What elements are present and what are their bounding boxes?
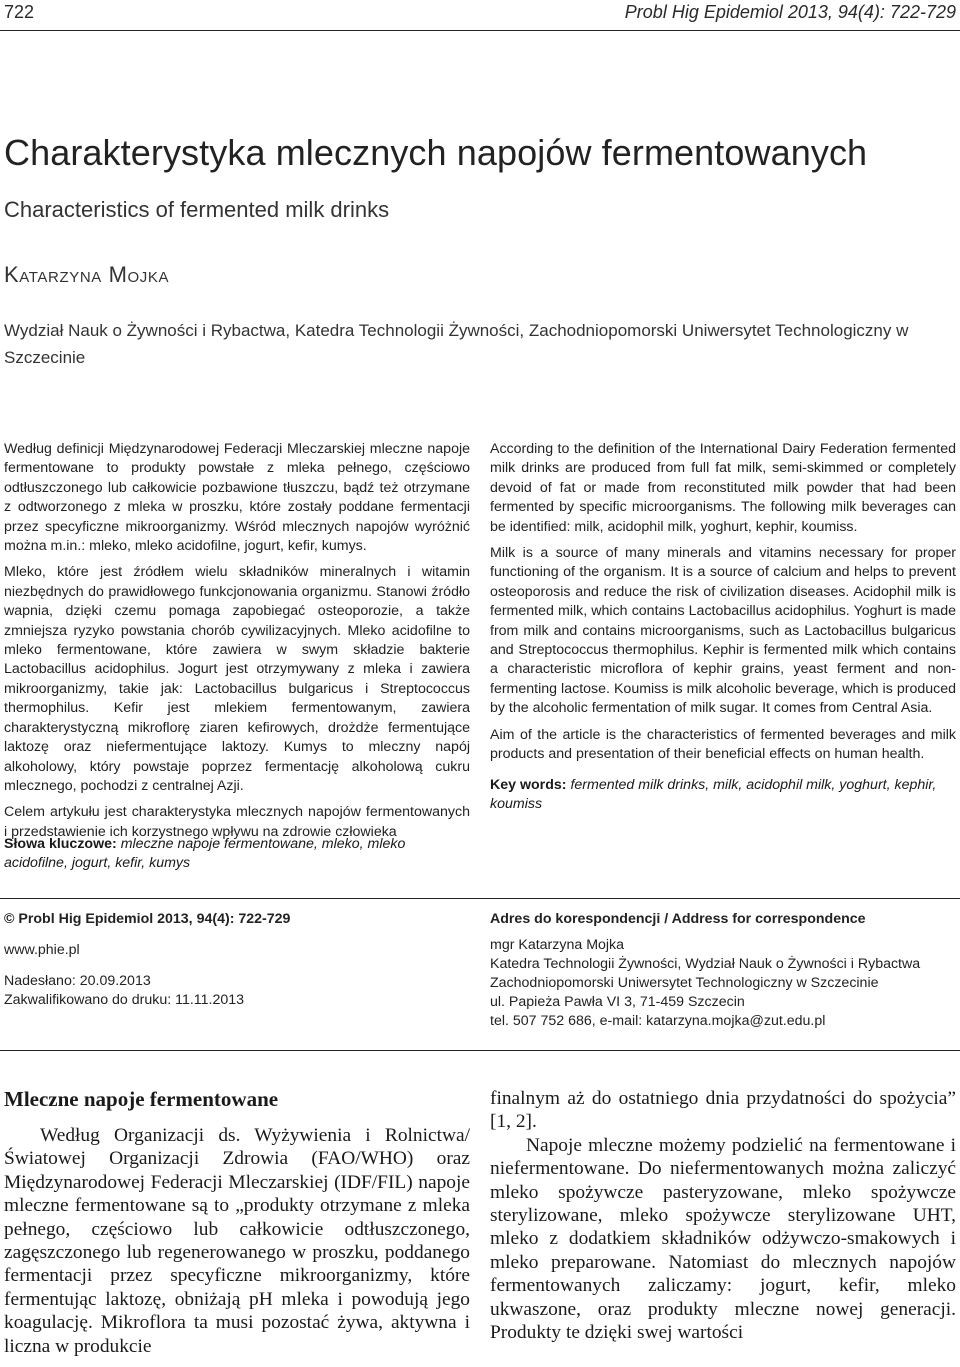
keywords-english-label: Key words:	[490, 777, 567, 793]
abstract-polish	[4, 440, 470, 849]
abstract-english	[490, 440, 956, 772]
article-title: Charakterystyka mlecznych napojów fermentowanych	[4, 132, 868, 173]
author-affiliation: Wydział Nauk o Żywności i Rybactwa, Katedra Technologii Żywności, Zachodniopomorski Uniwersytet Technologiczny w Szczecinie	[4, 321, 909, 367]
website-link[interactable]: www.phie.pl	[4, 942, 80, 958]
accepted-date: Zakwalifikowano do druku: 11.11.2013	[4, 992, 245, 1008]
body-column-left	[4, 1124, 470, 1358]
section-divider	[0, 1050, 960, 1051]
abstract-english-paragraph: According to the definition of the International Dairy Federation fermented milk drinks are produced from full fat milk, semi-skimmed or completely devoid of fat or made from reconstituted milk powder that had been fermented by specific microorganisms. The following milk beverages can be identified: milk, acidophil milk, yoghurt, kephir, koumiss.	[490, 441, 956, 535]
author-name: Katarzyna Mojka	[4, 262, 170, 287]
keywords-polish-text: mleczne napoje fermentowane, mleko, mleko acidofilne, jogurt, kefir, kumys	[4, 836, 406, 872]
correspondence-name: mgr Katarzyna Mojka	[490, 937, 625, 953]
correspondence-contact[interactable]: tel. 507 752 686, e-mail: katarzyna.mojka@zut.edu.pl	[490, 1013, 826, 1029]
correspondence-block	[490, 910, 956, 1031]
correspondence-heading: Adres do korespondencji / Address for correspondence	[490, 911, 866, 927]
keywords-polish-label: Słowa kluczowe:	[4, 836, 117, 852]
citation-line: © Probl Hig Epidemiol 2013, 94(4): 722-729	[4, 911, 291, 927]
page-number: 722	[4, 2, 35, 22]
abstract-polish-paragraph: Celem artykułu jest charakterystyka mlecznych napojów fermentowanych i przedstawienie ich korzystnego wpływu na zdrowie człowieka	[4, 804, 470, 840]
abstract-polish-paragraph: Według definicji Międzynarodowej Federacji Mleczarskiej mleczne napoje fermentowane to produkty powstałe z mleka pełnego, częściowo odtłuszczonego lub całkowicie pozbawione tłuszczu, bądź też otrzymane z odtworzonego z mleka w proszku, które zostały poddane fermentacji przez specyficzne mikroorganizmy. Wśród mlecznych napojów wyróżnić można m.in.: mleko, mleko acidofilne, jogurt, kefir, kumys.	[4, 441, 470, 555]
keywords-english	[490, 776, 956, 815]
publication-info	[4, 910, 470, 1010]
header-rule	[0, 30, 960, 31]
body-paragraph: Napoje mleczne możemy podzielić na fermentowane i niefermentowane. Do niefermentowanych można zaliczyć mleko spożywcze pasteryzowane, mleko spożywcze sterylizowane, mleko spożywcze sterylizowane UHT, mleko z dodatkiem składników odżywczo-smakowych i mleko preparowane. Natomiast do mlecznych napojów fermentowanych zaliczamy: jogurt, kefir, mleko ukwaszone, oraz produkty mleczne nowej generacji. Produkty te dzięki swej wartości	[490, 1134, 956, 1344]
body-paragraph: finalnym aż do ostatniego dnia przydatności do spożycia” [1, 2].	[490, 1088, 956, 1133]
correspondence-address: ul. Papieża Pawła VI 3, 71-459 Szczecin	[490, 994, 745, 1010]
abstract-english-paragraph: Milk is a source of many minerals and vitamins necessary for proper functioning of the organism. It is a source of calcium and helps to prevent osteoporosis and reduce the risk of civilization diseases. Acidophil milk is fermented milk, which contains Lactobacillus acidophilus. Yoghurt is made from milk and contains microorganisms, such as Lactobacillus bulgaricus and Streptococcus thermophilus. Kephir is fermented milk which contains a characteristic microflora of kephir grains, yeast ferment and non-fermenting lactose. Koumiss is milk alcoholic beverage, which is produced by the alcoholic fermentation of milk sugar. It comes from Central Asia.	[490, 545, 956, 717]
body-column-right	[490, 1087, 956, 1344]
running-title: Probl Hig Epidemiol 2013, 94(4): 722-729	[624, 2, 956, 22]
correspondence-department: Katedra Technologii Żywności, Wydział Nauk o Żywności i Rybactwa	[490, 956, 921, 972]
section-heading: Mleczne napoje fermentowane	[4, 1087, 279, 1111]
abstract-polish-paragraph: Mleko, które jest źródłem wielu składników mineralnych i witamin niezbędnych do prawidłowego funkcjonowania organizmu. Stanowi źródło wapnia, dzięki czemu pomaga zapobiegać osteoporozie, a także zmniejsza ryzyko powstania chorób cywilizacyjnych. Mleko acidofilne to mleko fermentowane, które zawiera w swym składzie bakterie Lactobacillus acidophilus. Jogurt jest otrzymywany z mleka i zawiera mikroorganizmy, takie jak: Lactobacillus bulgaricus i Streptococcus thermophilus. Kefir jest mlekiem fermentowanym, zawiera charakterystyczną mikroflorę ziaren kefirowych, drożdże fermentujące laktozę oraz niefermentujące laktozy. Kumys to mleczny napój alkoholowy, który powstaje poprzez fermentację alkoholową cukru mlecznego, pochodzi z centralnej Azji.	[4, 564, 470, 794]
section-divider	[0, 898, 960, 899]
article-subtitle: Characteristics of fermented milk drinks	[4, 197, 390, 222]
body-paragraph: Według Organizacji ds. Wyżywienia i Rolnictwa/Światowej Organizacji Zdrowia (FAO/WHO) oraz Międzynarodowej Federacji Mleczarskiej (IDF/FIL) napoje mleczne fermentowane są to „produkty otrzymane z mleka pełnego, częściowo lub całkowicie odtłuszczonego, zagęszczonego lub regenerowanego w proszku, poddanego fermentacji przez specyficzne mikroorganizmy, które fermentując laktozę, obniżają pH mleka i powodują jego koagulację. Mikroflora ta musi pozostać żywa, aktywna i liczna w produkcie	[4, 1125, 470, 1357]
keywords-polish	[4, 835, 470, 874]
received-date: Nadesłano: 20.09.2013	[4, 973, 151, 989]
abstract-english-paragraph: Aim of the article is the characteristics of fermented beverages and milk products and presentation of their beneficial effects on human health.	[490, 726, 956, 763]
correspondence-university: Zachodniopomorski Uniwersytet Technologiczny w Szczecinie	[490, 975, 879, 991]
keywords-english-text: fermented milk drinks, milk, acidophil milk, yoghurt, kephir, koumiss	[490, 777, 937, 813]
